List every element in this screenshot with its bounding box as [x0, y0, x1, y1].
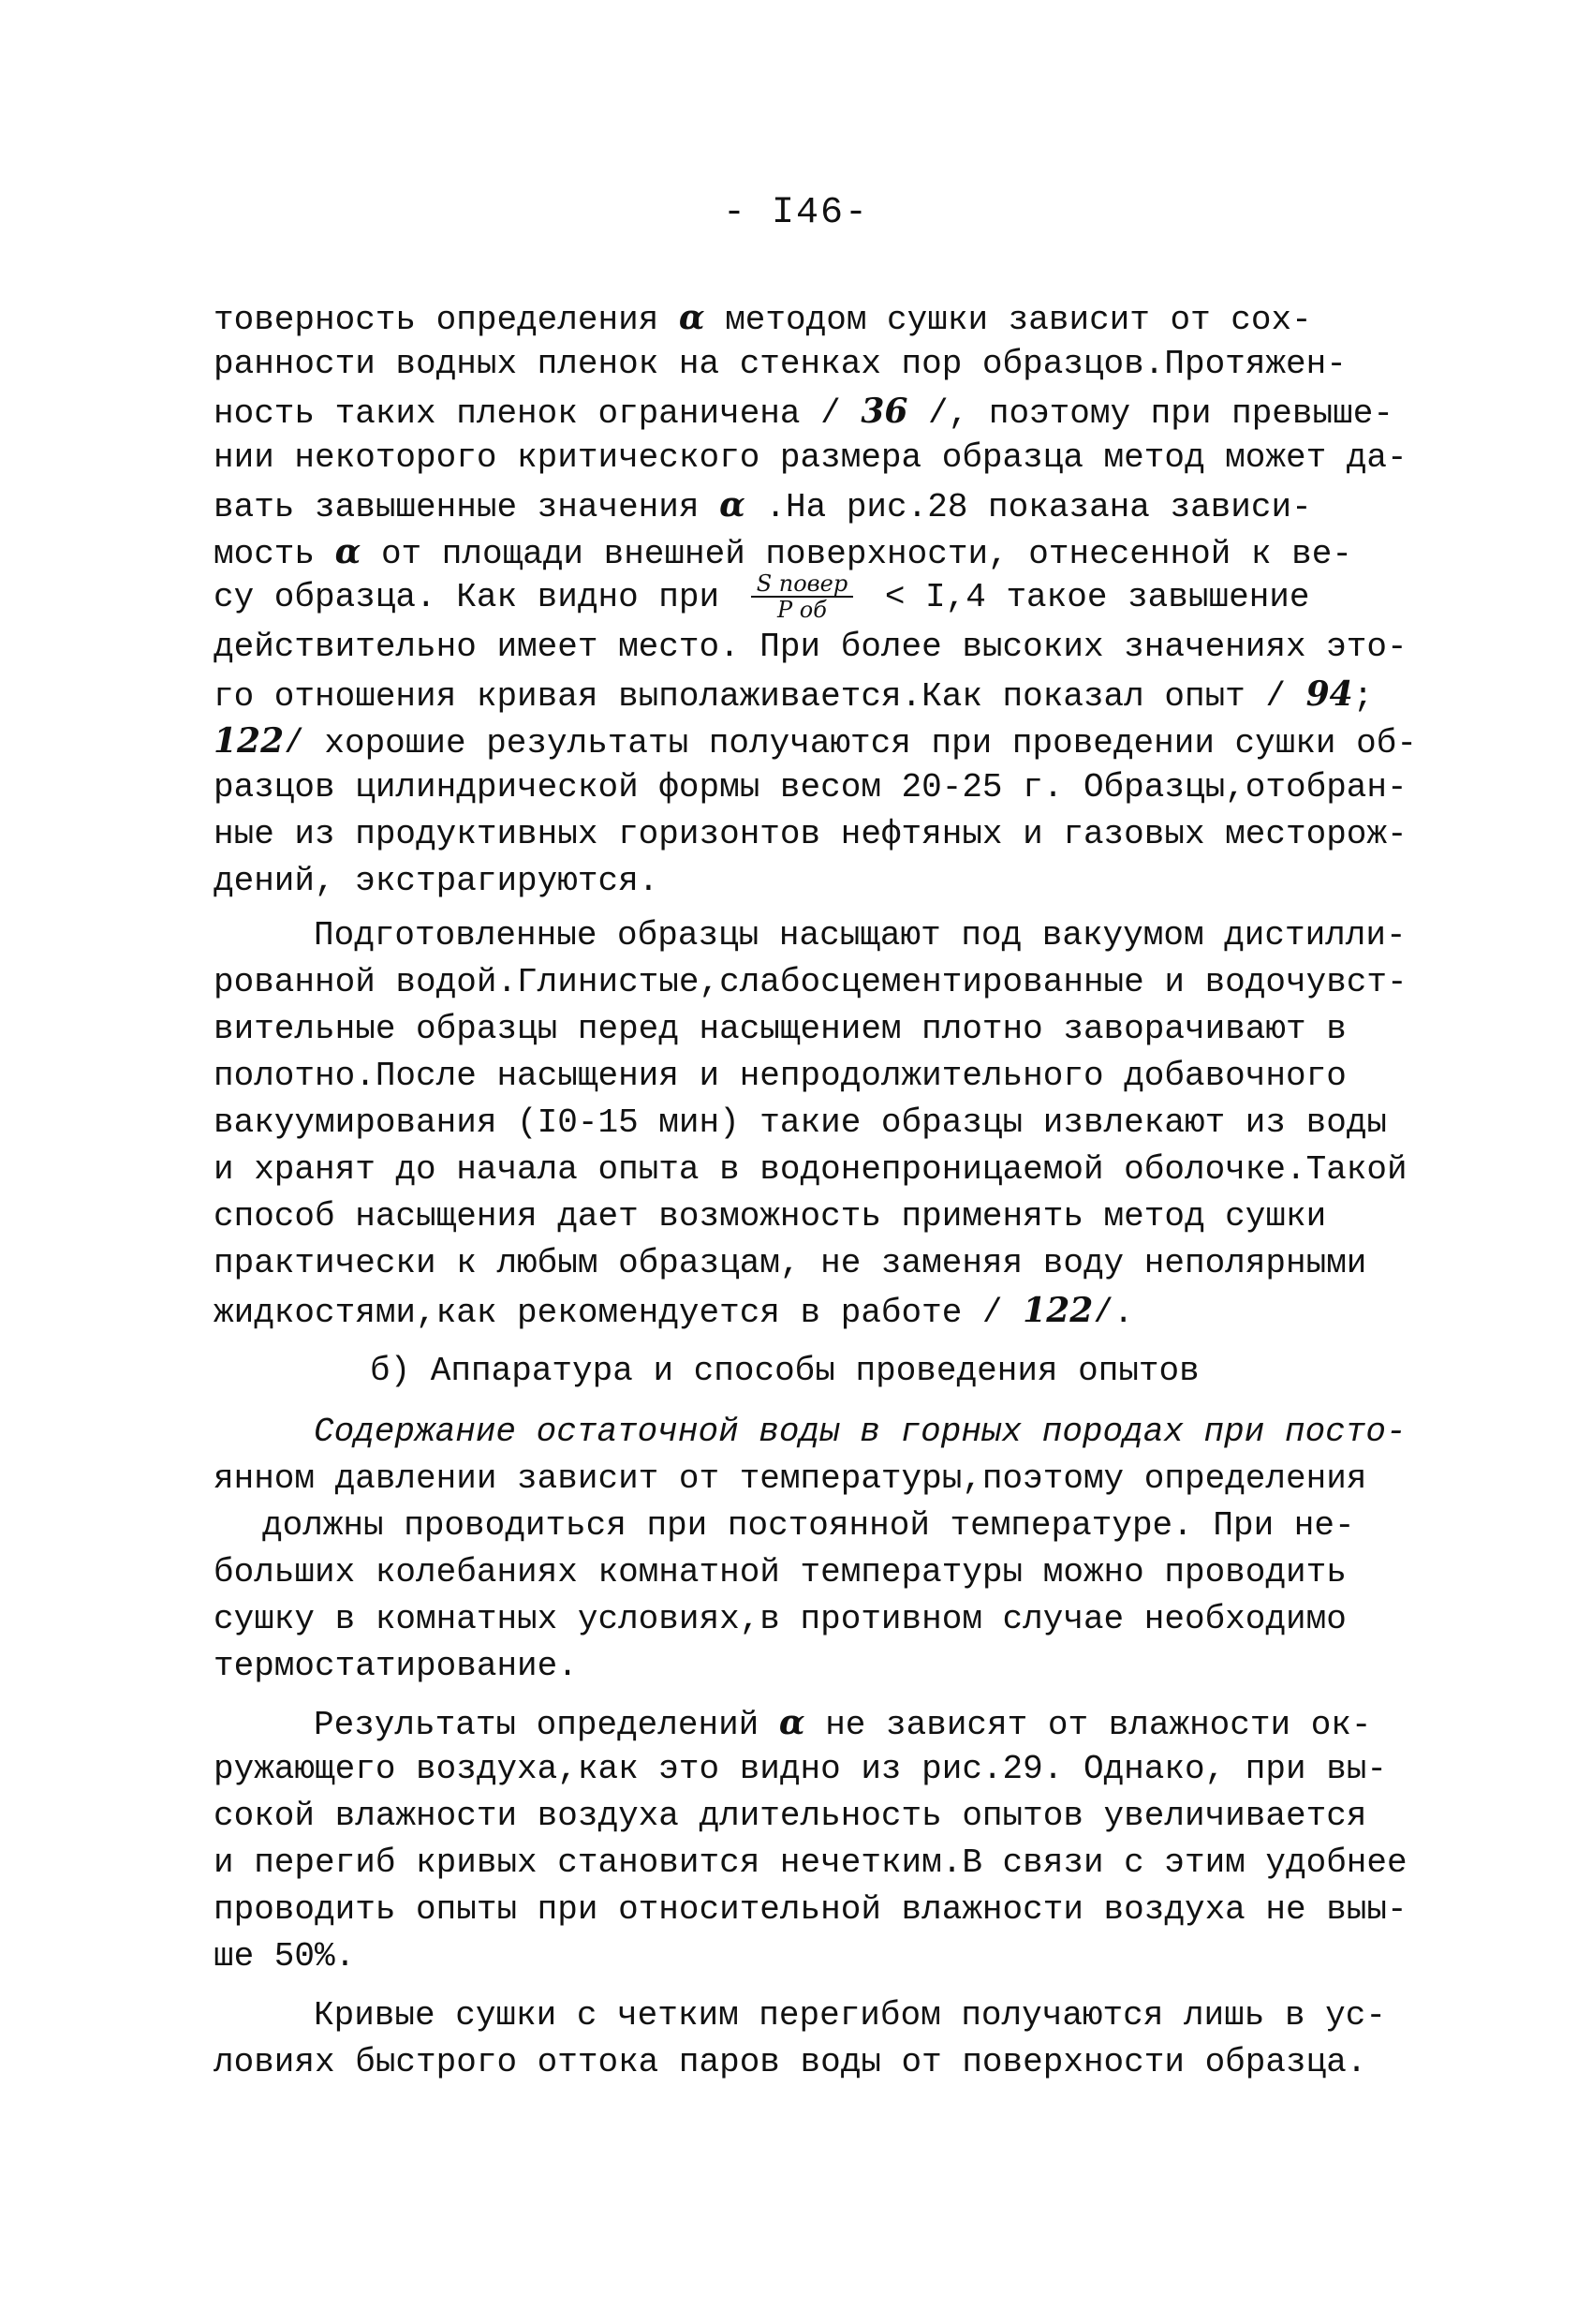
text-line: Подготовленные образцы насыщают под вакуумом дистилли- [314, 916, 1407, 955]
fraction-numerator: S повер [751, 571, 854, 598]
text-segment: от площади внешней поверхности, отнесенной к ве- [380, 535, 1352, 573]
text-line [314, 1700, 1422, 1748]
text-line: янном давлении зависит от температуры,поэтому определения [214, 1459, 1367, 1498]
reference-number: 122 [1023, 1291, 1094, 1330]
text-line: сушку в комнатных условиях,в противном случае необходимо [214, 1600, 1347, 1638]
reference-number: 122 [214, 721, 285, 761]
text-segment: ность таких пленок ограничена / [214, 394, 841, 433]
fraction-denominator: P об [777, 597, 827, 624]
text-line: полотно.После насыщения и непродолжительного добавочного [214, 1057, 1347, 1095]
text-segment: методом сушки зависит от сох- [725, 301, 1312, 339]
section-heading: б) Аппаратура и способы проведения опытов [370, 1352, 1200, 1390]
alpha-symbol: α [778, 1703, 805, 1742]
text-line [214, 529, 1422, 577]
text-segment: мость [214, 535, 316, 573]
text-line [214, 718, 1422, 766]
text-segment: /, поэтому при превыше- [928, 394, 1393, 433]
text-segment: не зависят от влажности ок- [825, 1706, 1372, 1744]
text-line: рованной водой.Глинистые,слабосцементированные и водочувст- [214, 963, 1408, 1001]
text-line: проводить опыты при относительной влажности воздуха не выы- [214, 1890, 1408, 1929]
fraction-formula [751, 571, 854, 622]
text-segment: жидкостями,как рекомендуется в работе / [214, 1294, 1003, 1332]
text-line [214, 295, 1422, 343]
text-segment: / хорошие результаты получаются при проведении сушки об- [284, 724, 1417, 762]
text-line: разцов цилиндрической формы весом 20-25 г. Образцы,отобран- [214, 768, 1408, 807]
text-line [214, 672, 1422, 719]
text-segment: су образца. Как видно при [214, 578, 720, 616]
text-line [214, 482, 1422, 530]
text-line [214, 571, 1422, 628]
text-line: вакуумирования (I0-15 мин) такие образцы извлекают из воды [214, 1103, 1388, 1142]
text-segment: < I,4 такое завышение [884, 578, 1310, 616]
text-line: Содержание остаточной воды в горных породах при посто- [314, 1413, 1407, 1451]
alpha-symbol: α [334, 532, 361, 571]
text-segment: Результаты определений [314, 1706, 759, 1744]
text-line: вительные образцы перед насыщением плотно заворачивают в [214, 1010, 1347, 1048]
text-line: сокой влажности воздуха длительность опытов увеличивается [214, 1797, 1367, 1835]
text-line: ловиях быстрого оттока паров воды от поверхности образца. [214, 2043, 1367, 2081]
reference-number: 36 [861, 392, 908, 431]
text-line: способ насыщения дает возможность применять метод сушки [214, 1197, 1327, 1236]
text-line: ные из продуктивных горизонтов нефтяных и газовых месторож- [214, 815, 1408, 853]
text-line: больших колебаниях комнатной температуры можно проводить [214, 1553, 1347, 1591]
text-line: должны проводиться при постоянной температуре. При не- [262, 1506, 1355, 1545]
text-segment: .На рис.28 показана зависи- [765, 488, 1312, 526]
text-line: практически к любым образцам, не заменяя воду неполярными [214, 1244, 1367, 1282]
reference-number: 94 [1305, 674, 1353, 714]
text-segment: /. [1093, 1294, 1134, 1332]
text-line: ранности водных пленок на стенках пор образцов.Протяжен- [214, 345, 1347, 383]
text-line: термостатирование. [214, 1647, 578, 1685]
alpha-symbol: α [678, 298, 705, 337]
text-segment: го отношения кривая выполаживается.Как показал опыт / [214, 677, 1286, 716]
text-line: и хранят до начала опыта в водонепроницаемой оболочке.Такой [214, 1150, 1408, 1189]
page-number: - I46- [722, 192, 870, 234]
alpha-symbol: α [719, 485, 745, 525]
text-line: ружающего воздуха,как это видно из рис.29. Однако, при вы- [214, 1750, 1388, 1788]
text-line: дений, экстрагируются. [214, 862, 659, 900]
text-line: и перегиб кривых становится нечетким.В связи с этим удобнее [214, 1843, 1408, 1882]
text-line [214, 389, 1422, 437]
text-line [214, 1288, 1422, 1336]
text-segment: вать завышенные значения [214, 488, 700, 526]
text-segment: ; [1352, 677, 1374, 716]
text-line: Кривые сушки с четким перегибом получаются лишь в ус- [314, 1996, 1386, 2035]
text-line: нии некоторого критического размера образца метод может да- [214, 438, 1408, 477]
text-segment: товерность определения [214, 301, 659, 339]
text-line: действительно имеет место. При более высоких значениях это- [214, 628, 1408, 666]
text-line: ше 50%. [214, 1937, 356, 1976]
